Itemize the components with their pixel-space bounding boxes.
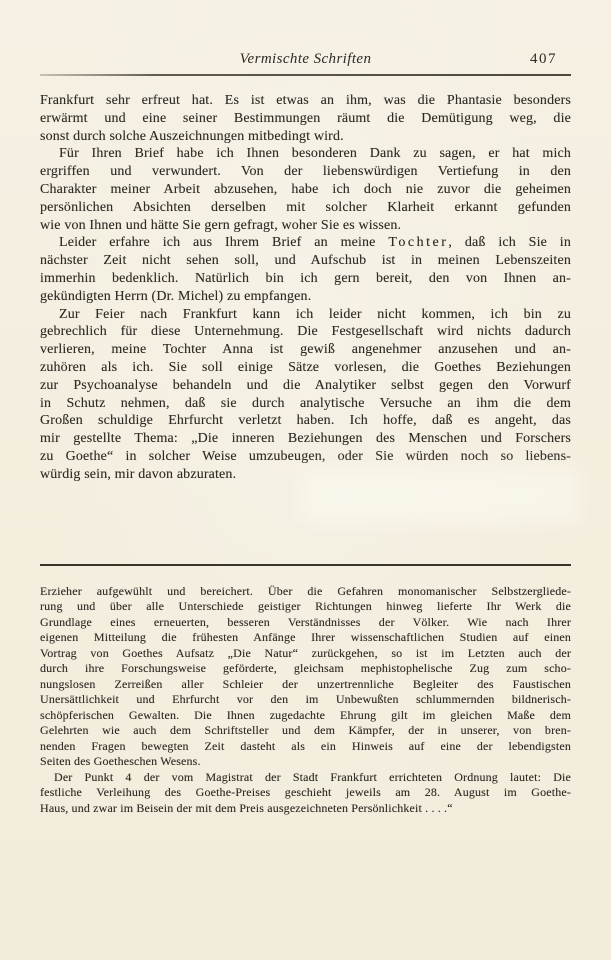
body-text bbox=[40, 92, 571, 484]
text-line: ergriffen und verwundert. Von der liebenswürdigen Vertiefung in den bbox=[40, 164, 571, 180]
text-line: Für Ihren Brief habe ich Ihnen besonderen Dank zu sagen, er hat mich bbox=[59, 146, 571, 162]
text-line: zur Psychoanalyse behandeln und die Analytiker selbst gegen den Vorwurf bbox=[40, 377, 571, 393]
footnote-separator bbox=[40, 564, 571, 566]
text-line: zu Goethe“ in solcher Weise umzubeugen, oder Sie würden noch so liebens- bbox=[40, 448, 571, 464]
line-part: Leider erfahre ich aus Ihrem Brief an meine bbox=[59, 235, 389, 251]
footnote-line: Vortrag von Goethes Aufsatz „Die Natur“ zurückgehen, so ist im Letzten auch der bbox=[40, 645, 571, 660]
footnote-line: durch ihre Forschungsweise geförderte, gleichsam mephistophelische Zug zum scho- bbox=[40, 661, 571, 676]
text-line: wie von Ihnen und hätte Sie gern gefragt, woher Sie es wissen. bbox=[40, 217, 402, 233]
emphasized-word: Tochter bbox=[388, 235, 449, 251]
footnote-line: festliche Verleihung des Goethe-Preises geschieht jeweils am 28. August im Goethe- bbox=[40, 785, 571, 800]
footnote-line: schöpferischen Gewalten. Die Ihnen zugedachte Ehrung gilt im gleichen Maße dem bbox=[40, 707, 571, 722]
footnote-line: nungslosen Zerreißen aller Schleier der unzertrennliche Begleiter des Faustischen bbox=[40, 676, 571, 691]
text-line: nächster Zeit nicht sehen soll, und Aufschub ist in meinen Lebenszeiten bbox=[40, 253, 571, 269]
text-line: würdig sein, mir davon abzuraten. bbox=[40, 466, 237, 482]
text-line: zuhören als ich. Sie soll einige Sätze vorlesen, die Goethes Beziehungen bbox=[40, 359, 571, 375]
page-header bbox=[40, 50, 571, 69]
text-line: immerhin bedenklich. Natürlich bin ich gern bereit, den von Ihnen an- bbox=[40, 270, 571, 286]
footnote-line: Gelehrten wie auch dem Schriftsteller und dem Kämpfer, der in unserer, von bren- bbox=[40, 723, 571, 738]
footnote-line: nenden Fragen bewegten Zeit dasteht als ein Hinweis auf eine der lebendigsten bbox=[40, 738, 571, 753]
text-line bbox=[40, 234, 571, 252]
header-rule bbox=[40, 74, 571, 76]
text-line: gebrechlich für diese Unternehmung. Die Festgesellschaft wird nichts dadurch bbox=[40, 324, 571, 340]
text-line: erwärmt und eine seiner Bestimmungen räumt die Demütigung weg, die bbox=[40, 110, 571, 126]
text-line: verlieren, meine Tochter Anna ist gewiß angenehmer anzusehen und an- bbox=[40, 342, 571, 358]
page-number: 407 bbox=[530, 51, 557, 67]
text-line: Frankfurt sehr erfreut hat. Es ist etwas an ihm, was die Phantasie besonders bbox=[40, 93, 571, 108]
footnote-line: rung und über alle Unterschiede geistiger Richtungen hinweg lieferte Ihr Werk die bbox=[40, 599, 571, 614]
footnote-line: eigenen Mitteilung die frühesten Anfänge Ihrer wissenschaftlichen Studien auf einen bbox=[40, 630, 571, 645]
footnote-text bbox=[40, 584, 571, 817]
footnote-line: Unersättlichkeit und Ehrfurcht vor den im Unbewußten schlummernden bildnerisch- bbox=[40, 692, 571, 707]
footnote-line: Seiten des Goetheschen Wesens. bbox=[40, 754, 201, 769]
text-line: Großen schuldige Ehrfurcht verletzt haben. Ich hoffe, daß es angeht, das bbox=[40, 413, 571, 429]
footnote-line: Grundlage eines erneuerten, besseren Verständnisses der Völker. Wie nach Ihrer bbox=[40, 614, 571, 629]
text-line: sonst durch solche Auszeichnungen mitbedingt wird. bbox=[40, 128, 344, 144]
text-line: mir gestellte Thema: „Die inneren Beziehungen des Menschen und Forschers bbox=[40, 431, 571, 447]
text-line: Charakter meiner Arbeit abzusehen, habe ich doch nie zuvor die geheimen bbox=[40, 181, 571, 197]
text-line: in Schutz nehmen, daß sie durch analytische Versuche an ihm die dem bbox=[40, 395, 571, 411]
footnote-line: Haus, und zwar im Beisein der mit dem Preis ausgezeichneten Persönlichkeit . . . .“ bbox=[40, 800, 453, 815]
text-line: gekündigten Herrn (Dr. Michel) zu empfangen. bbox=[40, 288, 312, 304]
footnote-line: Erzieher aufgewühlt und bereichert. Über die Gefahren monomanischer Selbstzergliede- bbox=[40, 583, 571, 598]
running-title: Vermischte Schriften bbox=[239, 51, 372, 67]
text-line: Zur Feier nach Frankfurt kann ich leider nicht kommen, ich bin zu bbox=[59, 306, 571, 322]
line-part: , daß ich Sie in bbox=[448, 235, 572, 251]
text-line: persönlichen Absichten derselben mit solcher Klarheit erkannt gefunden bbox=[40, 199, 571, 215]
footnote-line: Der Punkt 4 der vom Magistrat der Stadt Frankfurt errichteten Ordnung lautet: Die bbox=[54, 769, 571, 784]
